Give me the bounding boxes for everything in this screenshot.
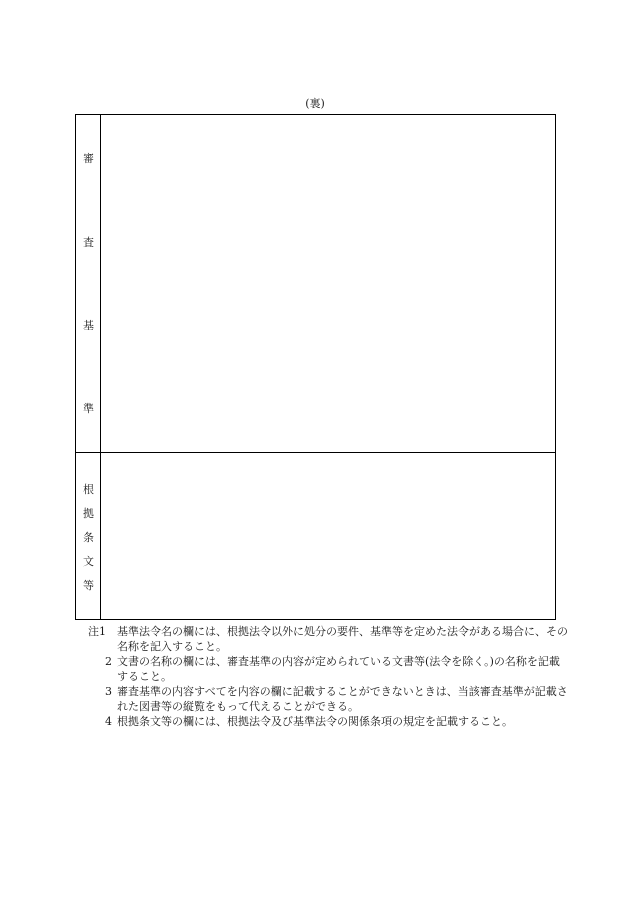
note-text: 文書の名称の欄には、審査基準の内容が定められている文書等(法令を除く。)の名称を記載すること。 <box>117 655 560 683</box>
legal-basis-label-cell <box>76 453 101 619</box>
note-number: 4 <box>105 715 112 728</box>
legal-basis-row <box>76 453 555 619</box>
note-number: 3 <box>105 685 112 698</box>
legal-basis-label-char: 拠 <box>83 507 94 520</box>
notes-section <box>88 624 568 729</box>
page-heading: (裏) <box>305 97 325 110</box>
legal-basis-label-char: 等 <box>83 579 94 592</box>
note-item <box>88 624 568 654</box>
note-text: 基準法令名の欄には、根拠法令以外に処分の要件、基準等を定めた法令がある場合に、その名称を記入すること。 <box>117 625 568 653</box>
note-item <box>88 684 568 714</box>
standards-label-char: 基 <box>83 319 94 332</box>
note-text: 審査基準の内容すべてを内容の欄に記載することができないときは、当該審査基準が記載された図書等の縦覧をもって代えることができる。 <box>117 685 568 713</box>
form-table <box>75 114 556 620</box>
standards-label-cell <box>76 115 101 452</box>
standards-label-char: 審 <box>83 152 94 165</box>
legal-basis-label-char: 条 <box>83 531 94 544</box>
note-number: 2 <box>105 655 112 668</box>
note-item <box>88 714 568 729</box>
standards-row <box>76 115 555 453</box>
standards-label-char: 準 <box>83 402 94 415</box>
legal-basis-label-char: 文 <box>83 555 94 568</box>
note-text: 根拠条文等の欄には、根拠法令及び基準法令の関係条項の規定を記載すること。 <box>117 715 513 728</box>
legal-basis-content-cell[interactable] <box>101 453 555 619</box>
legal-basis-label-char: 根 <box>83 483 94 496</box>
note-number: 注1 <box>88 625 106 638</box>
standards-label-char: 査 <box>83 236 94 249</box>
note-item <box>88 654 568 684</box>
standards-content-cell[interactable] <box>101 115 555 452</box>
